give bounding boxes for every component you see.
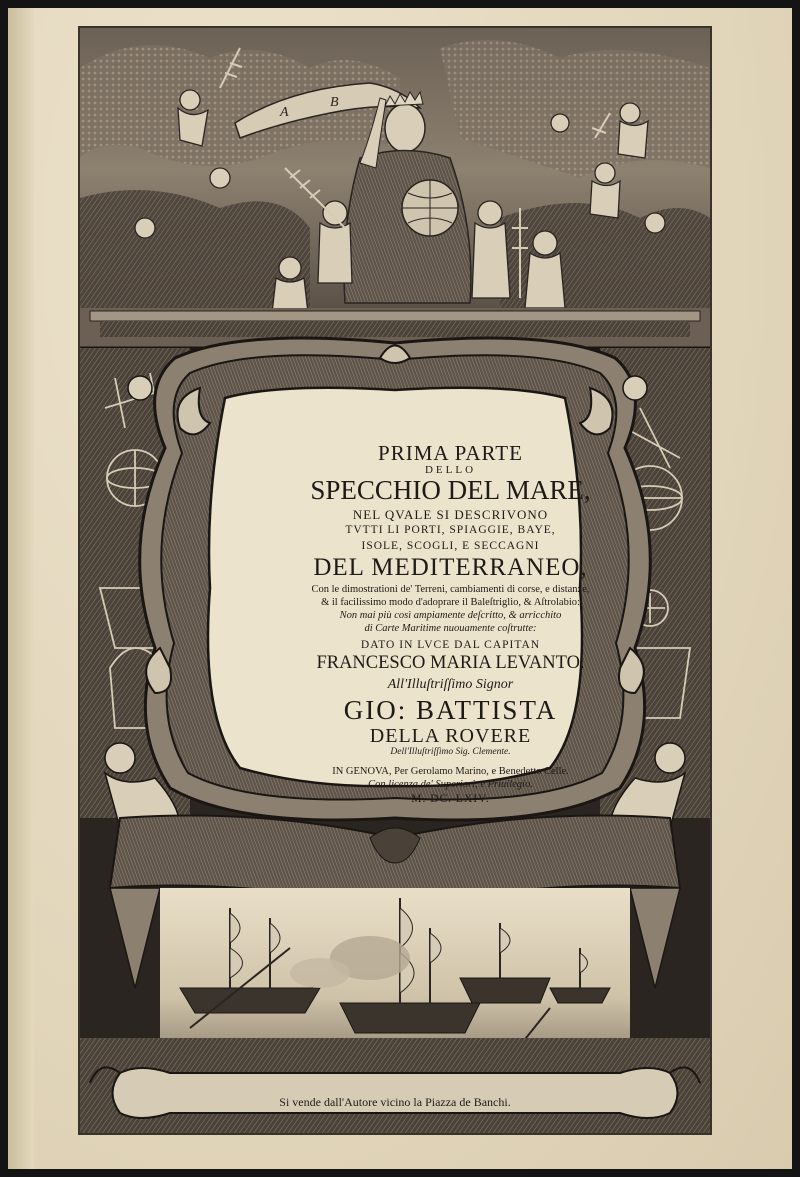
- scroll-letter-b: B: [330, 95, 339, 110]
- desc-carte-maritime: di Carte Maritime nuouamente coſtrutte:: [364, 623, 537, 634]
- subtitle-tutti-porti: TVTTI LI PORTI, SPIAGGIE, BAYE,: [345, 524, 556, 536]
- dedicatee-first-name: GIO: BATTISTA: [343, 695, 558, 725]
- imprint-printers: IN GENOVA, Per Gerolamo Marino, e Benedetto Celle.: [332, 766, 569, 777]
- engraved-frontispiece: [80, 28, 710, 1133]
- footer-imprint: Si vende dall'Autore vicino la Piazza de Banchi.: [279, 1095, 511, 1109]
- subtitle-nel-quale: NEL QVALE SI DESCRIVONO: [352, 507, 549, 522]
- title-cartouche: [238, 413, 663, 813]
- page-gutter: [8, 8, 34, 1169]
- title-del-mediterraneo: DEL MEDITERRANEO,: [313, 554, 588, 581]
- subtitle-isole: ISOLE, SCOGLI, E SECCAGNI: [361, 540, 540, 552]
- desc-dimostrationi: Con le dimostrationi de' Terreni, cambiamenti di corse, e distanze,: [311, 584, 590, 595]
- title-specchio-del-mare: SPECCHIO DEL MARE,: [310, 475, 591, 505]
- dedicatee-surname: DELLA ROVERE: [369, 725, 532, 747]
- scroll-letter-a: A: [280, 105, 289, 120]
- byline-dato-in-luce: DATO IN LVCE DAL CAPITAN: [360, 639, 541, 651]
- imprint-licence: Con licenza de' Superiori, e Priuilegio.: [368, 779, 533, 790]
- imprint-date: M. DC. LXIV.: [411, 793, 490, 805]
- dedicatee-parent: Dell'Illuſtriſſimo Sig. Clemente.: [390, 747, 511, 757]
- desc-facilissimo: & il facilissimo modo d'adoprare il Baleſtriglio, & Aſtrolabio:: [321, 597, 580, 608]
- book-page: [8, 8, 792, 1169]
- dedication-intro: All'Illuſtriſſimo Signor: [387, 677, 514, 692]
- title-dello: DELLO: [424, 464, 477, 476]
- desc-non-mai: Non mai più così ampiamente deſcritto, & arricchito: [339, 610, 562, 621]
- author-name: FRANCESCO MARIA LEVANTO.: [316, 653, 585, 673]
- title-prima-parte: PRIMA PARTE: [378, 441, 523, 465]
